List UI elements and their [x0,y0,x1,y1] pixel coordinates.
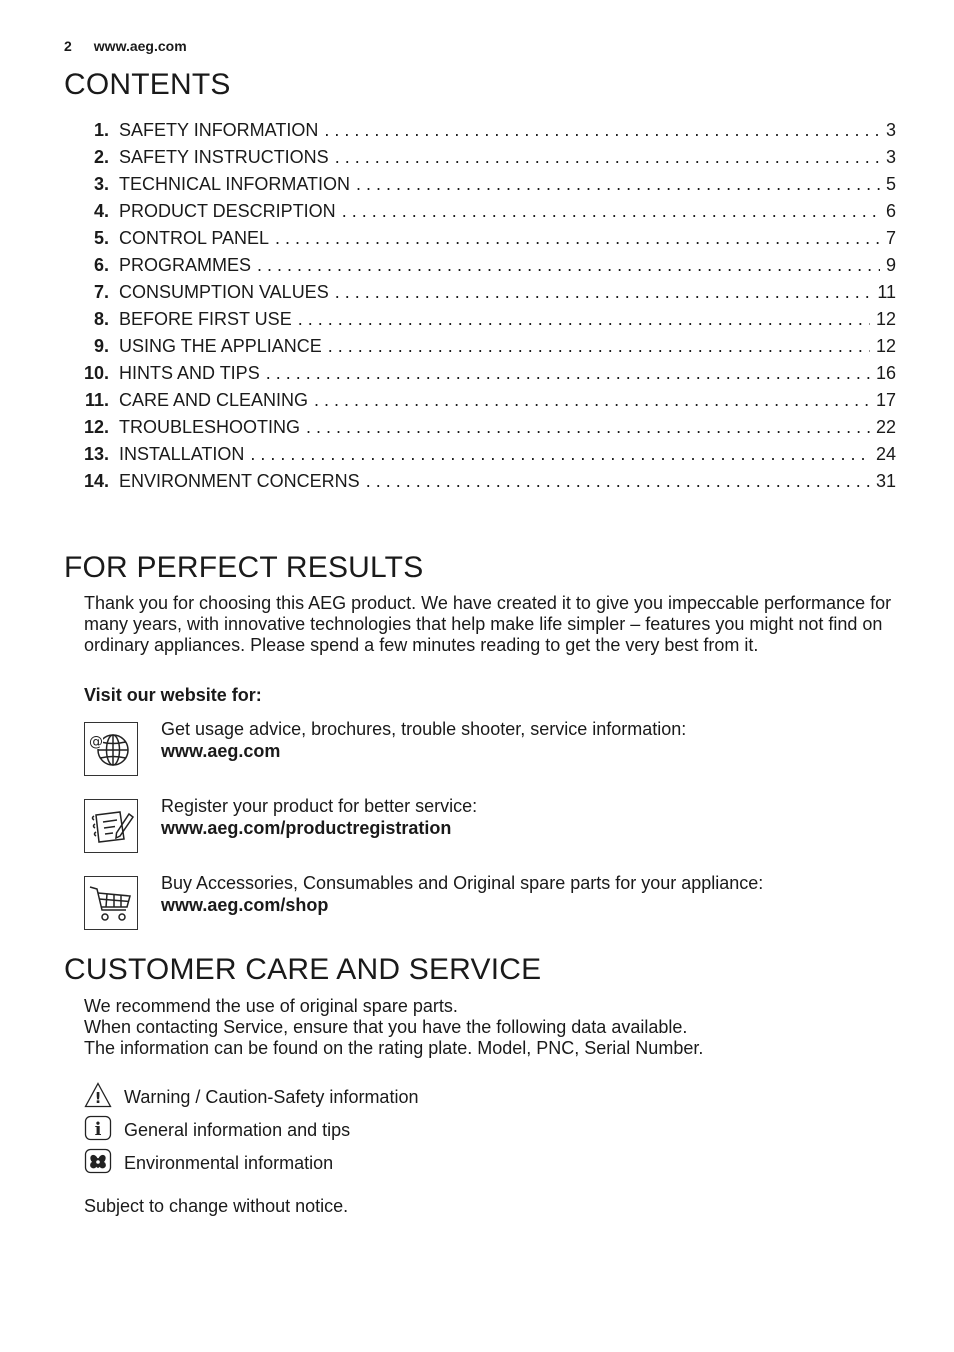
toc-entry[interactable] [76,120,896,147]
web-item-text: Buy Accessories, Consumables and Original spare parts for your appliance: [161,873,764,893]
toc-leader [356,174,880,195]
web-item-registration [84,796,894,855]
info-icon [84,1115,112,1141]
toc-label: SAFETY INSTRUCTIONS [119,147,329,167]
toc-label: HINTS AND TIPS [119,363,260,383]
toc-label: CARE AND CLEANING [119,390,309,410]
care-paragraph [84,996,899,1059]
toc-label: SAFETY INFORMATION [119,120,319,140]
toc-page: 24 [875,444,896,464]
toc-page: 16 [875,363,896,383]
care-line: The information can be found on the rating plate. Model, PNC, Serial Number. [84,1038,704,1058]
toc-number: 5. [93,228,109,248]
care-heading: CUSTOMER CARE AND SERVICE [64,953,542,986]
toc-entry[interactable] [76,174,896,201]
toc-number: 2. [93,147,109,167]
toc-leader [266,363,870,384]
page-number: 2 [64,38,72,54]
svg-text:@: @ [89,734,103,750]
web-link-shop[interactable]: www.aeg.com/shop [161,895,329,915]
toc-label: INSTALLATION [119,444,245,464]
toc-label: TECHNICAL INFORMATION [119,174,351,194]
toc-entry[interactable] [76,390,896,417]
toc-label: PRODUCT DESCRIPTION [119,201,336,221]
toc-entry[interactable] [76,147,896,174]
toc-page: 6 [885,201,896,221]
environment-icon [84,1148,112,1174]
toc-number: 14. [83,471,109,491]
toc-entry[interactable] [76,201,896,228]
globe-at-icon [84,722,138,776]
web-item-text: Register your product for better service: [161,796,478,816]
shopping-cart-icon [84,876,138,930]
page-header [64,38,187,54]
toc-number: 3. [93,174,109,194]
toc-number: 1. [93,120,109,140]
web-item-shop [84,873,894,932]
contents-heading: CONTENTS [64,68,231,101]
toc-leader [366,471,870,492]
notice-text: Subject to change without notice. [84,1196,349,1216]
toc-label: CONTROL PANEL [119,228,270,248]
toc-entry[interactable] [76,309,896,336]
toc-entry[interactable] [76,228,896,255]
header-website: www.aeg.com [93,38,187,54]
svg-text:!: ! [94,1089,102,1107]
toc-page: 9 [885,255,896,275]
toc-page: 22 [875,417,896,437]
toc-number: 8. [93,309,109,329]
toc-leader [275,228,880,249]
toc-page: 12 [875,309,896,329]
toc-label: BEFORE FIRST USE [119,309,292,329]
toc-entry[interactable] [76,471,896,498]
toc-entry[interactable] [76,282,896,309]
toc-entry[interactable] [76,336,896,363]
toc-entry[interactable] [76,444,896,471]
toc-number: 7. [93,282,109,302]
toc-page: 3 [885,147,896,167]
toc-page: 17 [875,390,896,410]
web-item-support [84,719,894,778]
toc-label: PROGRAMMES [119,255,252,275]
toc-leader [298,309,870,330]
toc-leader [335,282,872,303]
toc-number: 9. [93,336,109,356]
care-line: We recommend the use of original spare parts. [84,996,458,1016]
toc-label: TROUBLESHOOTING [119,417,301,437]
toc-page: 31 [875,471,896,491]
toc-label: ENVIRONMENT CONCERNS [119,471,360,491]
toc-page: 5 [885,174,896,194]
web-link-aeg[interactable]: www.aeg.com [161,741,281,761]
toc-entry[interactable] [76,363,896,390]
svg-text:i: i [94,1119,102,1140]
toc-leader [250,444,870,465]
toc-entry[interactable] [76,255,896,282]
warning-icon [84,1082,112,1108]
intro-paragraph: Thank you for choosing this AEG product. We have created it to give you impeccable performance for many years, with innovative technologies that help make life simpler – features you might not find on ordinary appliances. Please spend a few minutes reading to get the very best from it. [84,593,892,655]
toc-leader [306,417,870,438]
results-heading: FOR PERFECT RESULTS [64,551,424,584]
care-line: When contacting Service, ensure that you have the following data available. [84,1017,688,1037]
toc-number: 13. [83,444,109,464]
toc-leader [257,255,880,276]
table-of-contents [76,120,896,498]
toc-leader [324,120,880,141]
symbol-label: General information and tips [124,1120,351,1140]
toc-number: 12. [83,417,109,437]
web-item-text: Get usage advice, brochures, trouble shooter, service information: [161,719,687,739]
toc-leader [314,390,870,411]
symbol-label: Environmental information [124,1153,334,1173]
toc-number: 10. [83,363,109,383]
toc-number: 6. [93,255,109,275]
toc-leader [328,336,870,357]
toc-entry[interactable] [76,417,896,444]
toc-leader [342,201,880,222]
toc-page: 12 [875,336,896,356]
toc-label: USING THE APPLIANCE [119,336,322,356]
visit-label: Visit our website for: [84,685,262,705]
toc-leader [335,147,880,168]
toc-page: 3 [885,120,896,140]
web-link-registration[interactable]: www.aeg.com/productregistration [161,818,452,838]
toc-number: 4. [93,201,109,221]
toc-label: CONSUMPTION VALUES [119,282,329,302]
symbol-label: Warning / Caution-Safety information [124,1087,419,1107]
register-pen-icon [84,799,138,853]
toc-page: 7 [885,228,896,248]
toc-page: 11 [877,282,896,302]
toc-number: 11. [84,390,109,410]
